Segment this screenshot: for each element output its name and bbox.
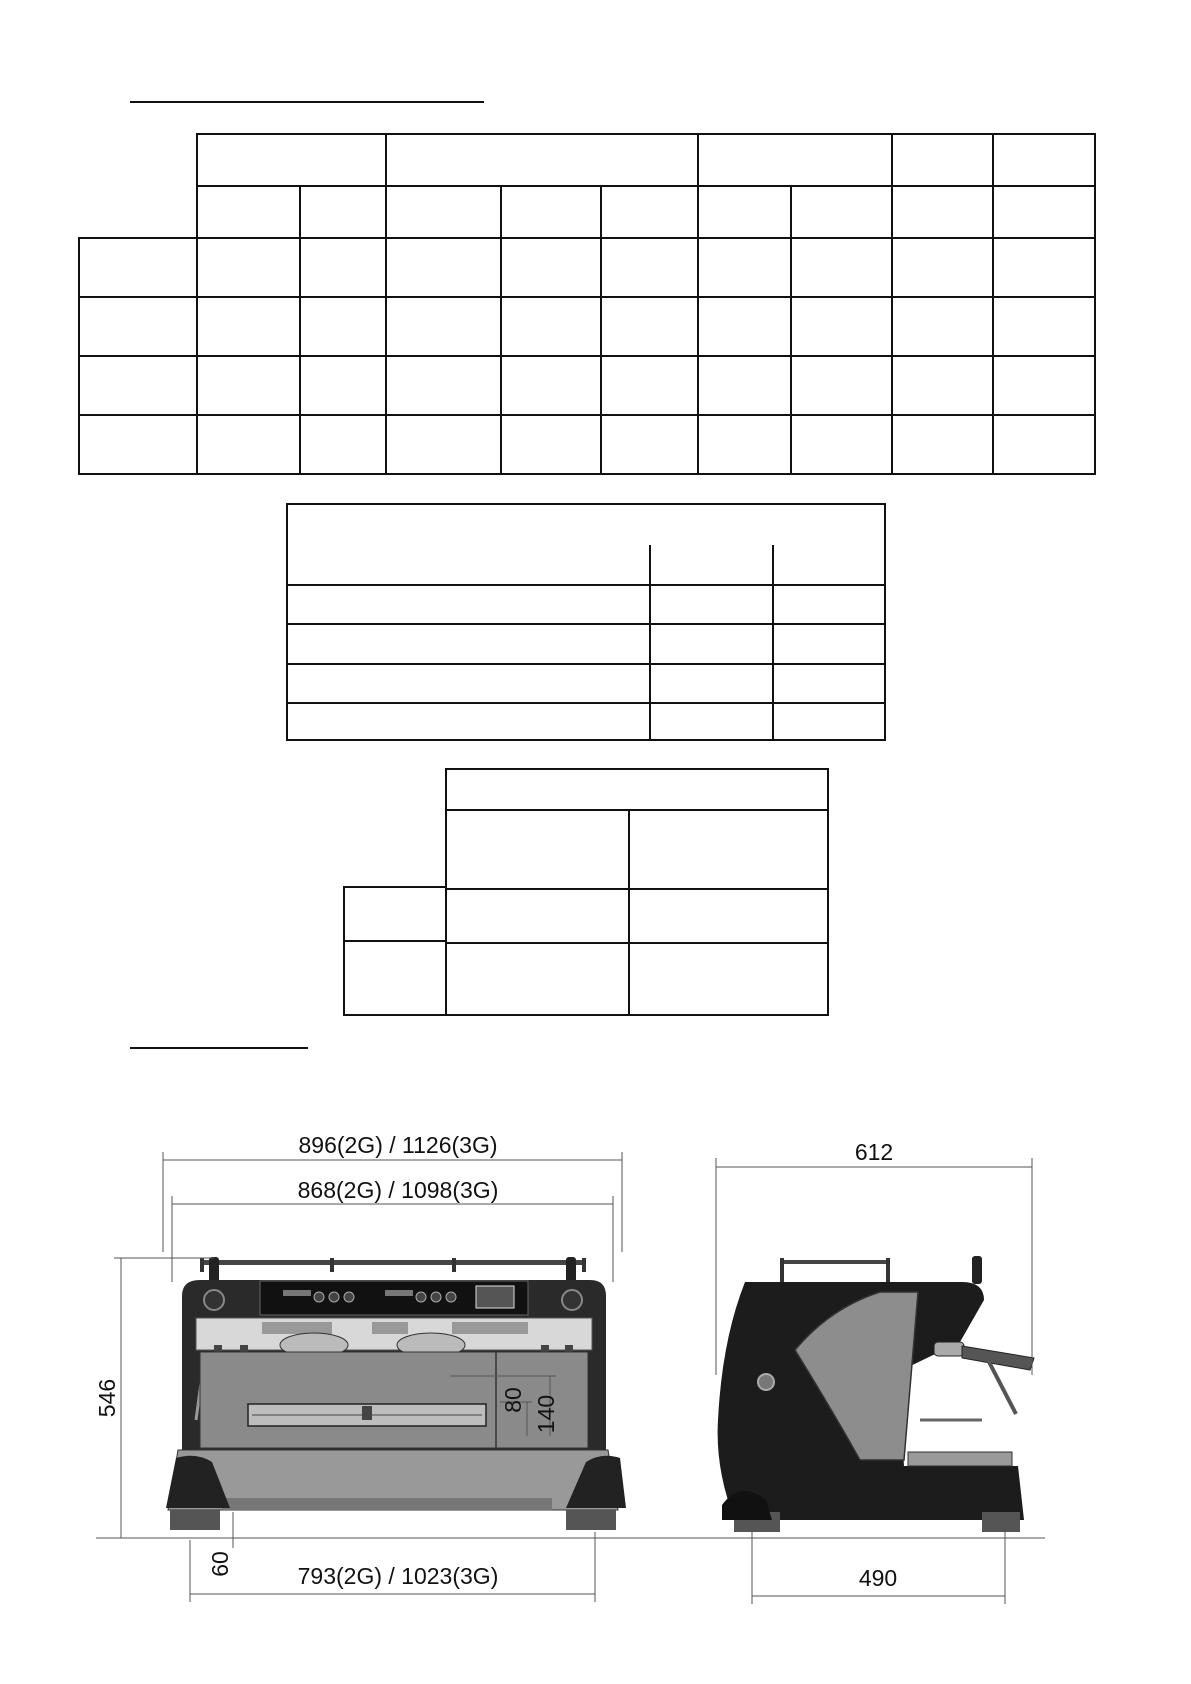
dimension-overall-width: 896(2G) / 1126(3G) [298,1132,498,1158]
dimension-side-depth: 612 [854,1139,894,1165]
dimension-foot-height: 60 [207,1551,233,1577]
dimension-height: 546 [94,1378,120,1418]
dimension-cup-height-tall: 140 [533,1394,559,1434]
front-view-machine [166,1257,626,1530]
dimension-body-width: 868(2G) / 1098(3G) [297,1177,499,1203]
dimension-side-feet-depth: 490 [858,1565,898,1591]
dimension-cup-height-short: 80 [500,1387,526,1413]
dimension-feet-width: 793(2G) / 1023(3G) [297,1563,499,1589]
side-view-machine [718,1256,1034,1532]
